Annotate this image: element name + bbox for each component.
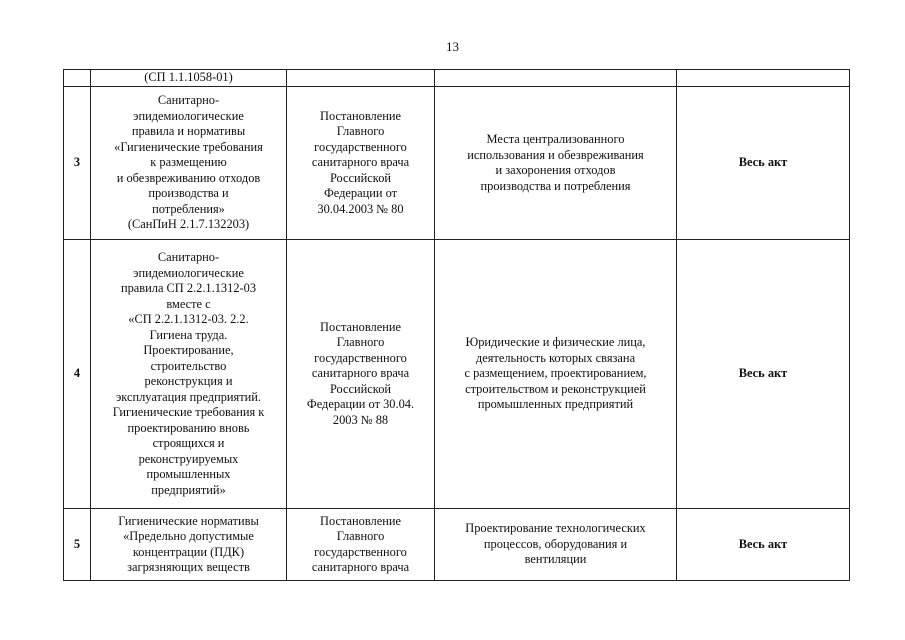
subjects-cell: Проектирование технологических процессов, оборудования и вентиляции — [435, 509, 677, 581]
approval-cell: Постановление Главного государственного санитарного врача Российской Федерации от 30.04. 2003 № 88 — [287, 240, 435, 509]
approval-cell: Постановление Главного государственного санитарного врача — [287, 509, 435, 581]
row-number-cell: 4 — [64, 240, 91, 509]
approval-cell — [287, 70, 435, 87]
scope-cell: Весь акт — [677, 509, 850, 581]
regulations-table — [63, 69, 850, 581]
table-row — [64, 70, 850, 87]
row-number-cell: 5 — [64, 509, 91, 581]
table-row — [64, 509, 850, 581]
row-number-cell: 3 — [64, 87, 91, 240]
row-number-cell — [64, 70, 91, 87]
subjects-cell — [435, 70, 677, 87]
table-row — [64, 87, 850, 240]
approval-cell: Постановление Главного государственного санитарного врача Российской Федерации от 30.04.2003 № 80 — [287, 87, 435, 240]
document-cell: Санитарно- эпидемиологические правила и нормативы «Гигиенические требования к размещению и обезвреживанию отходов производства и потребления» (СанПиН 2.1.7.132203) — [91, 87, 287, 240]
scope-cell: Весь акт — [677, 87, 850, 240]
page-number: 13 — [446, 39, 459, 54]
scope-cell: Весь акт — [677, 240, 850, 509]
subjects-cell: Места централизованного использования и обезвреживания и захоронения отходов производства и потребления — [435, 87, 677, 240]
scope-cell — [677, 70, 850, 87]
table-row — [64, 240, 850, 509]
document-cell: Санитарно- эпидемиологические правила СП 2.2.1.1312-03 вместе с «СП 2.2.1.1312-03. 2.2. Гигиена труда. Проектирование, строительство реконструкция и эксплуатация предприятий. Гигиенические требования к проектированию вновь строящихся и реконструируемых промышленных предприятий» — [91, 240, 287, 509]
subjects-cell: Юридические и физические лица, деятельность которых связана с размещением, проектированием, строительством и реконструкцией промышленных предприятий — [435, 240, 677, 509]
document-cell: Гигиенические нормативы «Предельно допустимые концентрации (ПДК) загрязняющих веществ — [91, 509, 287, 581]
document-cell: (СП 1.1.1058-01) — [91, 70, 287, 87]
